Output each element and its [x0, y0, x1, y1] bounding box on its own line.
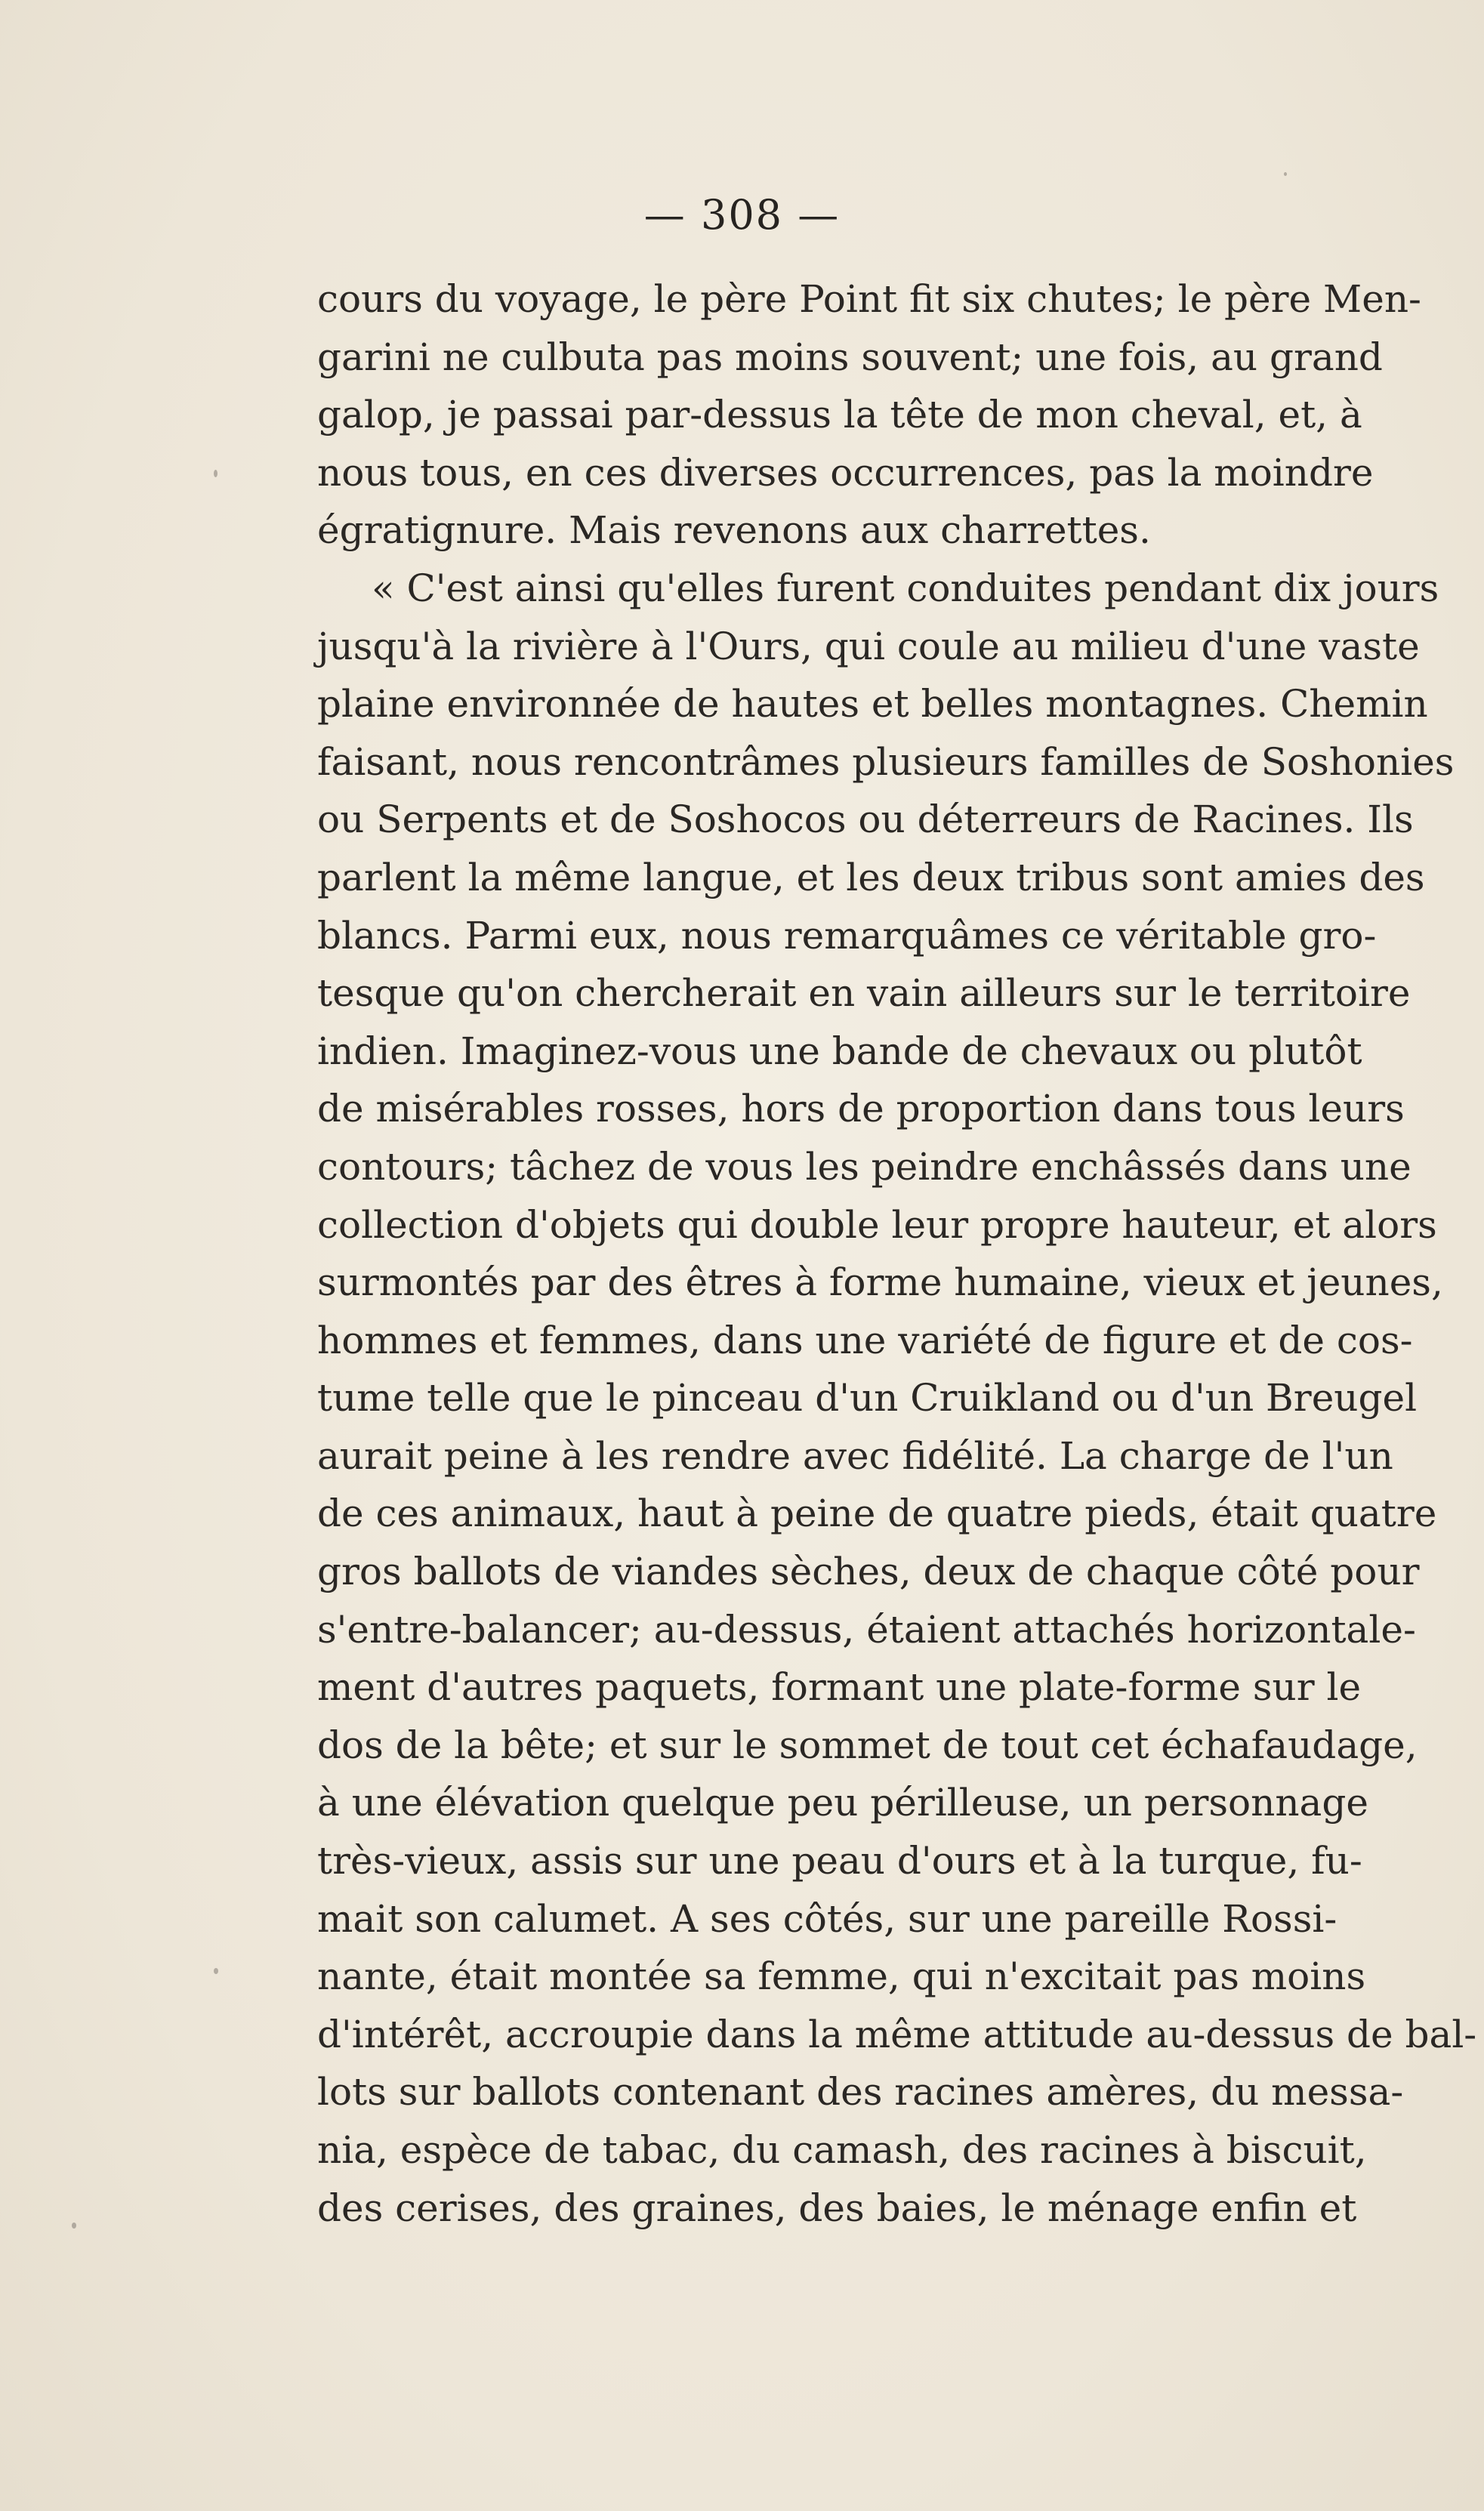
text-line: cours du voyage, le père Point fit six chutes; le père Men- — [317, 277, 1421, 321]
text-line: nia, espèce de tabac, du camash, des racines à biscuit, — [317, 2128, 1367, 2172]
text-line: ment d'autres paquets, formant une plate-forme sur le — [317, 1665, 1362, 1710]
text-line: galop, je passai par-dessus la tête de mon cheval, et, à — [317, 393, 1362, 437]
text-line: garini ne culbuta pas moins souvent; une fois, au grand — [317, 335, 1383, 379]
text-line: gros ballots de viandes sèches, deux de chaque côté pour — [317, 1550, 1420, 1594]
text-line: collection d'objets qui double leur propre hauteur, et alors — [317, 1202, 1437, 1247]
text-line: s'entre-balancer; au-dessus, étaient attachés horizontale- — [317, 1607, 1416, 1652]
text-line: des cerises, des graines, des baies, le ménage enfin et — [317, 2186, 1357, 2230]
text-line: aurait peine à les rendre avec fidélité. La charge de l'un — [317, 1433, 1393, 1478]
text-line: très-vieux, assis sur une peau d'ours et à la turque, fu- — [317, 1839, 1362, 1883]
paper-speck — [1284, 172, 1287, 176]
text-line: hommes et femmes, dans une variété de figure et de cos- — [317, 1318, 1413, 1362]
text-line: lots sur ballots contenant des racines amères, du messa- — [317, 2070, 1404, 2115]
paper-speck — [72, 2223, 76, 2229]
text-line: de misérables rosses, hors de proportion dans tous leurs — [317, 1087, 1405, 1131]
text-line: de ces animaux, haut à peine de quatre pieds, était quatre — [317, 1491, 1437, 1536]
text-line: surmontés par des êtres à forme humaine, vieux et jeunes, — [317, 1260, 1443, 1305]
text-line: contours; tâchez de vous les peindre enchâssés dans une — [317, 1144, 1411, 1189]
text-line: dos de la bête; et sur le sommet de tout cet échafaudage, — [317, 1723, 1418, 1767]
paper-speck — [214, 1968, 218, 1974]
text-line: égratignure. Mais revenons aux charrettes. — [317, 508, 1151, 553]
text-line: blancs. Parmi eux, nous remarquâmes ce véritable gro- — [317, 913, 1377, 958]
text-line: mait son calumet. A ses côtés, sur une pareille Rossi- — [317, 1896, 1337, 1941]
text-line: à une élévation quelque peu périlleuse, un personnage — [317, 1781, 1368, 1825]
paper-speck — [214, 470, 218, 477]
text-line: jusqu'à la rivière à l'Ours, qui coule au milieu d'une vaste — [317, 624, 1420, 668]
text-line: parlent la même langue, et les deux tribus sont amies des — [317, 855, 1425, 899]
body-text — [317, 270, 1477, 2237]
text-line: d'intérêt, accroupie dans la même attitude au-dessus de bal- — [317, 2012, 1477, 2056]
text-line: tume telle que le pinceau d'un Cruikland ou d'un Breugel — [317, 1376, 1418, 1421]
text-line: faisant, nous rencontrâmes plusieurs familles de Soshonies — [317, 739, 1455, 784]
text-line: nous tous, en ces diverses occurrences, pas la moindre — [317, 450, 1374, 495]
text-line: plaine environnée de hautes et belles montagnes. Chemin — [317, 682, 1428, 726]
text-line: tesque qu'on chercherait en vain ailleurs sur le territoire — [317, 971, 1411, 1016]
text-line: nante, était montée sa femme, qui n'excitait pas moins — [317, 1954, 1366, 1999]
page-number: — 308 — — [643, 191, 841, 239]
text-line: indien. Imaginez-vous une bande de chevaux ou plutôt — [317, 1029, 1362, 1073]
text-line: ou Serpents et de Soshocos ou déterreurs de Racines. Ils — [317, 797, 1414, 842]
text-line: « C'est ainsi qu'elles furent conduites pendant dix jours — [372, 566, 1439, 610]
